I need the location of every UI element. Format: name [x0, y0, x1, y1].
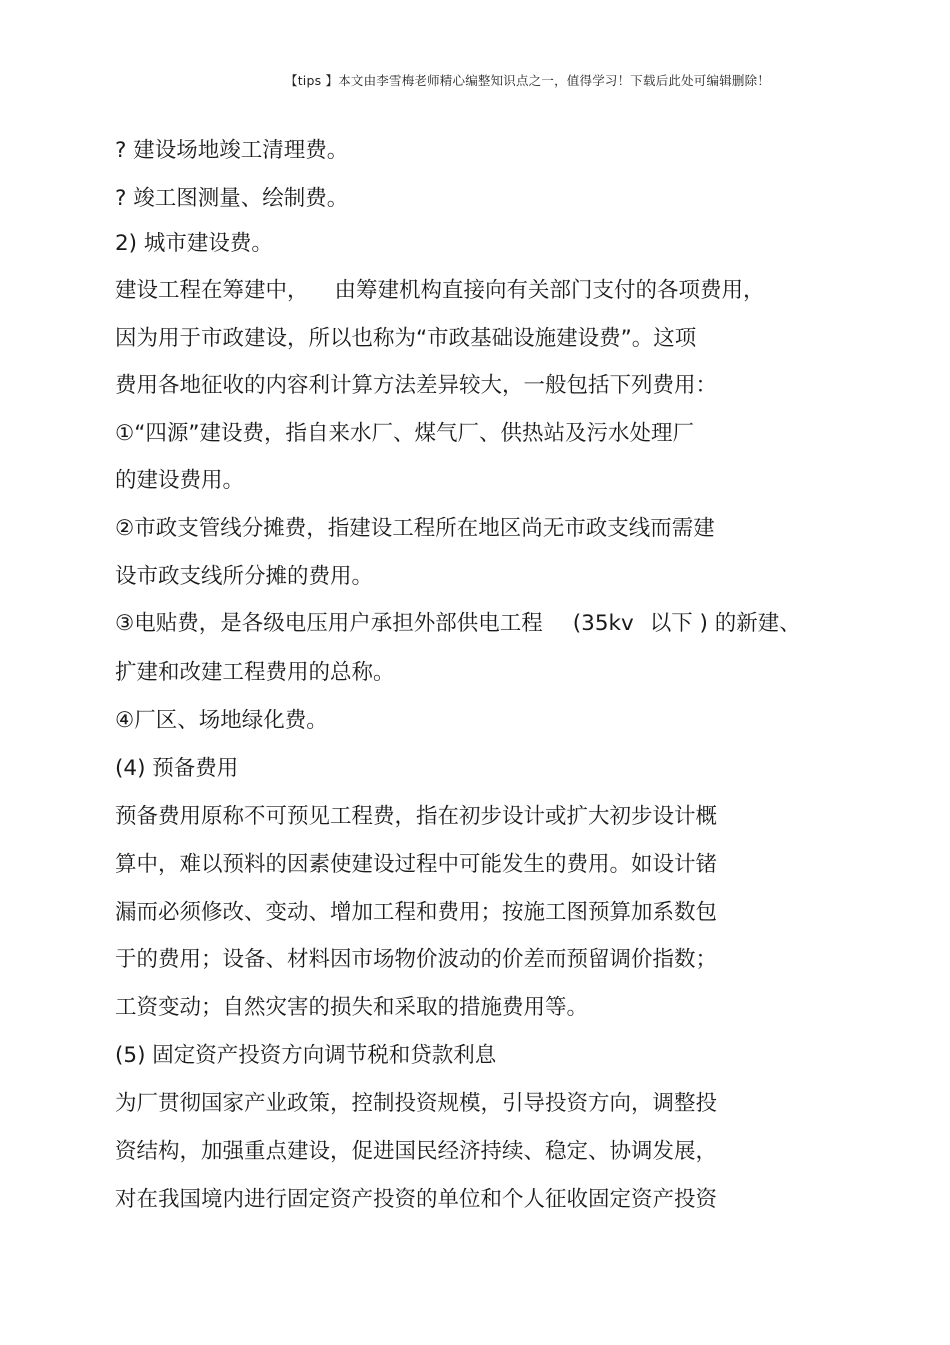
paragraph-line	[115, 277, 765, 305]
paragraph-line: 工资变动；自然灾害的损失和采取的措施费用等。	[115, 995, 589, 1020]
paragraph-line: 因为用于市政建设，所以也称为“市政基础设施建设费”。这项	[115, 326, 697, 351]
text-segment: (35kv	[572, 611, 634, 636]
paragraph-line: 费用各地征收的内容利计算方法差异较大，一般包括下列费用：	[115, 373, 718, 398]
section-heading: (4) 预备费用	[115, 756, 239, 781]
list-item: ②市政支管线分摊费，指建设工程所在地区尚无市政支线而需建	[115, 516, 715, 541]
text-segment: 建设工程在筹建中，	[115, 278, 309, 303]
paragraph-line: 算中，难以预料的因素使建设过程中可能发生的费用。如设计锗	[115, 852, 718, 877]
text-segment: 由筹建机构直接向有关部门支付的各项费用，	[334, 278, 765, 303]
list-item	[115, 610, 801, 638]
text-segment: ③电贴费，是各级电压用户承担外部供电工程	[115, 611, 543, 636]
paragraph-line: 为厂贯彻国家产业政策，控制投资规模，引导投资方向，调整投	[115, 1091, 718, 1116]
paragraph-line: ? 建设场地竣工清理费。	[115, 138, 349, 163]
section-heading: (5) 固定资产投资方向调节税和贷款利息	[115, 1043, 497, 1068]
paragraph-line: 资结构，加强重点建设，促进国民经济持续、稳定、协调发展，	[115, 1139, 718, 1164]
paragraph-line: 扩建和改建工程费用的总称。	[115, 660, 395, 685]
text-segment: 以下 ) 的新建、	[649, 611, 801, 636]
list-item: ④厂区、场地绿化费。	[115, 708, 328, 733]
paragraph-line: 对在我国境内进行固定资产投资的单位和个人征收固定资产投资	[115, 1187, 718, 1212]
paragraph-line: 设市政支线所分摊的费用。	[115, 564, 374, 589]
paragraph-line: 漏而必须修改、变动、增加工程和费用；按施工图预算加系数包	[115, 900, 718, 925]
paragraph-line: 于的费用；设备、材料因市场物价波动的价差而预留调价指数；	[115, 947, 718, 972]
paragraph-line: ? 竣工图测量、绘制费。	[115, 186, 349, 211]
section-heading: 2) 城市建设费。	[115, 231, 273, 256]
paragraph-line: 的建设费用。	[115, 468, 245, 493]
header-tip-note: 【tips 】本文由李雪梅老师精心编整知识点之一，值得学习！下载后此处可编辑删除！	[285, 73, 770, 88]
paragraph-line: 预备费用原称不可预见工程费，指在初步设计或扩大初步设计概	[115, 804, 718, 829]
list-item: ①“四源”建设费，指自来水厂、煤气厂、供热站及污水处理厂	[115, 421, 695, 446]
